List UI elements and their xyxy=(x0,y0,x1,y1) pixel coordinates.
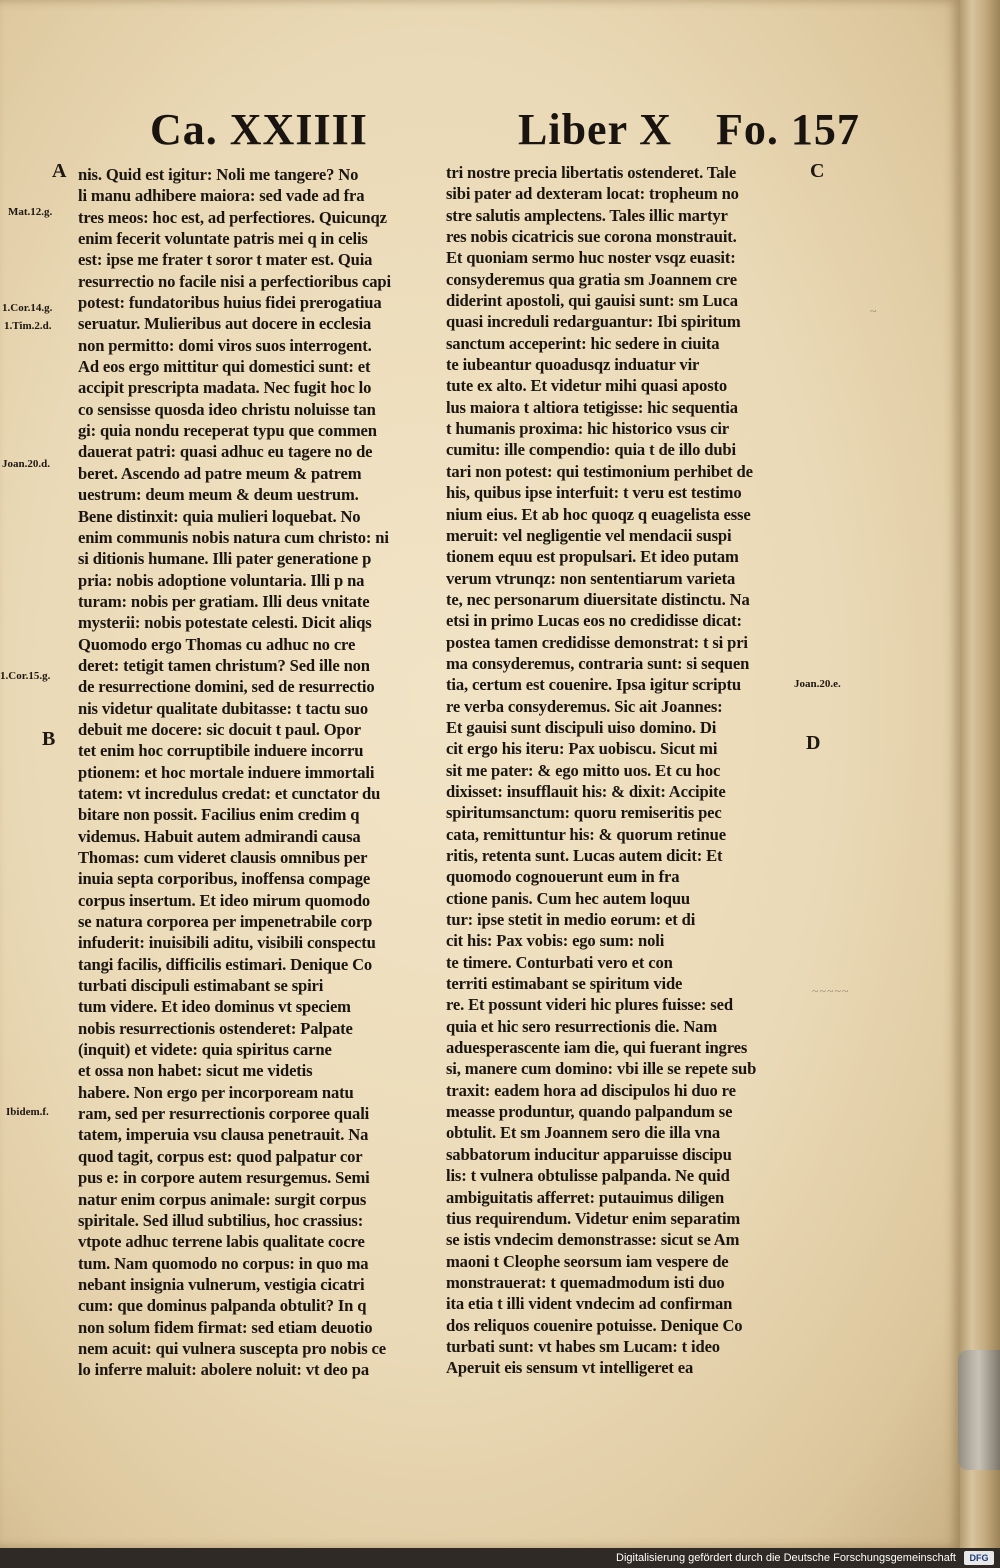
text-line: territi estimabant se spiritum vide xyxy=(446,974,683,994)
text-line: beret. Ascendo ad patre meum & patrem xyxy=(78,463,362,483)
text-line: lo inferre maluit: abolere noluit: vt deo pa xyxy=(78,1360,369,1380)
marginal-note-cor2: 1.Cor.15.g. xyxy=(0,670,51,682)
text-line: diderint apostoli, qui gauisi sunt: sm Luca xyxy=(446,291,738,311)
text-line: tari non potest: qui testimonium perhibet de xyxy=(446,461,753,481)
text-line: maoni t Cleophe seorsum iam vespere de xyxy=(446,1251,729,1271)
text-line: re. Et possunt videri hic plures fuisse: sed xyxy=(446,995,733,1015)
text-line: postea tamen credidisse demonstrat: t si pri xyxy=(446,632,748,652)
text-line: resurrectio no facile nisi a perfectioribus capi xyxy=(78,271,391,291)
text-line: gi: quia nondu receperat typu que commen xyxy=(78,421,377,441)
text-line: lus maiora t altiora tetigisse: hic sequentia xyxy=(446,397,738,417)
text-line: enim communis nobis natura cum christo: ni xyxy=(78,527,389,547)
text-line: nis. Quid est igitur: Noli me tangere? No xyxy=(78,165,359,184)
text-line: seruatur. Mulieribus aut docere in ecclesia xyxy=(78,314,372,334)
text-line: sanctum acceperint: hic sedere in ciuita xyxy=(446,333,720,353)
text-line: ambiguitatis afferret: putauimus diligen xyxy=(446,1187,725,1207)
section-letter-d: D xyxy=(806,732,821,754)
text-line: videmus. Habuit autem admirandi causa xyxy=(78,826,361,846)
text-line: ma consyderemus, contraria sunt: si sequen xyxy=(446,653,750,673)
text-line: tius requirendum. Videtur enim separatim xyxy=(446,1208,741,1228)
text-line: cata, remittuntur his: & quorum retinue xyxy=(446,824,726,844)
text-line: mysterii: nobis potestate celesti. Dicit aliqs xyxy=(78,613,372,633)
text-line: (inquit) et videte: quia spiritus carne xyxy=(78,1040,332,1060)
text-line: cit ergo his iteru: Pax uobiscu. Sicut mi xyxy=(446,739,718,759)
marginal-note-joan-right: Joan.20.e. xyxy=(794,678,841,690)
marginal-note-mat: Mat.12.g. xyxy=(8,206,53,218)
text-line: Et gauisi sunt discipuli uiso domino. Di xyxy=(446,717,717,737)
text-line: nem acuit: qui vulnera suscepta pro nobis ce xyxy=(78,1338,386,1358)
funding-credit: Digitalisierung gefördert durch die Deutsche Forschungsgemeinschaft xyxy=(616,1552,956,1564)
text-line: lis: t vulnera obtulisse palpanda. Ne quid xyxy=(446,1166,730,1186)
text-line: tum videre. Et ideo dominus vt speciem xyxy=(78,997,351,1017)
text-line: est: ipse me frater t soror t mater est. Quia xyxy=(78,250,373,270)
text-line: Thomas: cum videret clausis omnibus per xyxy=(78,848,368,867)
pencil-mark: ~ xyxy=(870,304,877,318)
text-line: accipit prescripta madata. Nec fugit hoc lo xyxy=(78,378,372,398)
text-line: res nobis cicatricis sue corona monstrauit. xyxy=(446,227,737,247)
text-line: quia et hic sero resurrectionis die. Nam xyxy=(446,1016,717,1036)
text-line: bitare non possit. Facilius enim credim q xyxy=(78,805,360,825)
text-line: si ditionis humane. Illi pater generatione p xyxy=(78,549,372,569)
text-line: ritis, retenta sunt. Lucas autem dicit: Et xyxy=(446,846,723,865)
text-line: sibi pater ad dexteram locat: tropheum no xyxy=(446,184,739,204)
text-line: turbati discipuli estimabant se spiri xyxy=(78,976,324,996)
text-line: dos reliquos couenire potuisse. Denique Co xyxy=(446,1315,743,1335)
pencil-scribble: ~~~~~ xyxy=(812,984,850,998)
text-line: ctione panis. Cum hec autem loquu xyxy=(446,888,690,908)
text-line: quod tagit, corpus est: quod palpatur cor xyxy=(78,1146,363,1166)
left-text-column xyxy=(78,164,428,1381)
text-line: uestrum: deum meum & deum uestrum. xyxy=(78,485,359,505)
text-line: nobis resurrectionis ostenderet: Palpate xyxy=(78,1018,353,1038)
text-line: tia, certum est couenire. Ipsa igitur scriptu xyxy=(446,675,741,695)
text-line: verum vtrunqz: non sententiarum varieta xyxy=(446,568,736,588)
text-line: turam: nobis per gratiam. Illi deus vnitate xyxy=(78,591,370,611)
text-line: spiritumsanctum: quoru remiseritis pec xyxy=(446,803,722,823)
text-line: dixisset: insufflauit his: & dixit: Accipite xyxy=(446,781,726,801)
text-line: inuia septa corporibus, inoffensa compage xyxy=(78,869,371,889)
text-line: enim fecerit voluntate patris mei q in celis xyxy=(78,229,368,249)
text-line: re verba consyderemus. Sic ait Joannes: xyxy=(446,696,723,716)
text-line: t humanis proxima: hic historico vsus cir xyxy=(446,419,730,439)
text-line: etsi in primo Lucas eos no credidisse dicat: xyxy=(446,611,742,631)
text-line: habere. Non ergo per incorpoream natu xyxy=(78,1082,354,1102)
text-line: li manu adhibere maiora: sed vade ad fra xyxy=(78,186,365,206)
text-line: co sensisse quosda ideo christu noluisse tan xyxy=(78,399,376,419)
text-line: traxit: eadem hora ad discipulos hi duo re xyxy=(446,1080,736,1100)
text-line: obtulit. Et sm Joannem sero die illa vna xyxy=(446,1123,720,1143)
text-line: dauerat patri: quasi adhuc eu tagere no de xyxy=(78,442,373,462)
text-line: tum. Nam quomodo no corpus: in quo ma xyxy=(78,1253,369,1273)
text-line: his, quibus ipse interfuit: t veru est testimo xyxy=(446,483,742,503)
text-line: nium eius. Et ab hoc quoqz q euagelista esse xyxy=(446,504,751,524)
text-line: corpus insertum. Et ideo mirum quomodo xyxy=(78,890,371,910)
text-line: Quomodo ergo Thomas cu adhuc no cre xyxy=(78,634,356,654)
text-line: debuit me docere: sic docuit t paul. Opor xyxy=(78,719,362,739)
text-line: Bene distinxit: quia mulieri loquebat. No xyxy=(78,506,361,526)
text-line: natur enim corpus animale: surgit corpus xyxy=(78,1189,367,1209)
text-line: se istis vndecim demonstrasse: sicut se Am xyxy=(446,1230,740,1250)
text-line: ptionem: et hoc mortale induere immortali xyxy=(78,762,375,782)
text-line: nis videtur qualitate dubitasse: t tactu suo xyxy=(78,698,368,718)
text-line: spiritale. Sed illud subtilius, hoc crassius: xyxy=(78,1210,364,1230)
text-line: tri nostre precia libertatis ostenderet. Tale xyxy=(446,163,737,182)
dfg-logo: DFG xyxy=(964,1551,994,1565)
text-line: consyderemus qua gratia sm Joannem cre xyxy=(446,269,737,289)
text-line: infuderit: inuisibili aditu, visibili conspectu xyxy=(78,933,376,953)
text-line: de resurrectione domini, sed de resurrectio xyxy=(78,677,375,697)
text-line: meruit: vel negligentie vel mendacii suspi xyxy=(446,525,732,545)
text-line: stre salutis amplectens. Tales illic martyr xyxy=(446,205,728,225)
text-line: tangi facilis, difficilis estimari. Denique Co xyxy=(78,954,373,974)
section-letter-b: B xyxy=(42,728,56,750)
text-line: pus e: in corpore autem resurgemus. Semi xyxy=(78,1168,370,1188)
text-line: nebant insignia vulnerum, vestigia cicatri xyxy=(78,1274,365,1294)
text-line: cumitu: ille compendio: quia t de illo dubi xyxy=(446,440,736,460)
text-line: te iubeantur quoadusqz induatur vir xyxy=(446,355,700,375)
folio-number: Fo. 157 xyxy=(716,105,860,154)
book-heading: Liber X xyxy=(518,105,673,154)
text-line: tatem: vt incredulus credat: et cunctator du xyxy=(78,783,381,803)
text-line: tur: ipse stetit in medio eorum: et di xyxy=(446,910,696,930)
text-line: te timere. Conturbati vero et con xyxy=(446,952,673,972)
text-line: tres meos: hoc est, ad perfectiores. Quicunqz xyxy=(78,207,387,227)
text-line: quasi increduli redarguantur: Ibi spiritum xyxy=(446,312,741,332)
text-line: te, nec personarum diuersitate distinctu. Na xyxy=(446,589,750,609)
text-line: turbati sunt: vt habes sm Lucam: t ideo xyxy=(446,1336,720,1356)
text-line: Aperuit eis sensum vt intelligeret ea xyxy=(446,1358,694,1378)
text-line: cum: que dominus palpanda obtulit? In q xyxy=(78,1296,367,1316)
text-line: ram, sed per resurrectionis corporee quali xyxy=(78,1104,370,1124)
text-line: sabbatorum inducitur apparuisse discipu xyxy=(446,1144,732,1164)
text-line: deret: tetigit tamen christum? Sed ille non xyxy=(78,655,370,675)
text-line: cit his: Pax vobis: ego sum: noli xyxy=(446,931,665,951)
text-line: non solum fidem firmat: sed etiam deuotio xyxy=(78,1317,373,1337)
page-edge xyxy=(960,0,1000,1548)
text-line: pria: nobis adoptione voluntaria. Illi p na xyxy=(78,570,365,590)
marginal-note-cor1: 1.Cor.14.g. xyxy=(2,302,53,314)
text-line: vtpote adhuc terrene labis qualitate cocre xyxy=(78,1232,365,1252)
text-line: tute ex alto. Et videtur mihi quasi aposto xyxy=(446,376,728,396)
text-line: measse produntur, quando palpandum se xyxy=(446,1102,733,1122)
text-line: et ossa non habet: sicut me videtis xyxy=(78,1061,313,1081)
text-line: monstrauerat: t quemadmodum isti duo xyxy=(446,1272,725,1292)
section-letter-c: C xyxy=(810,160,825,182)
text-line: aduesperascente iam die, qui fuerant ingres xyxy=(446,1038,748,1058)
text-line: si, manere cum domino: vbi ille se repete sub xyxy=(446,1059,757,1079)
right-text-column xyxy=(446,162,798,1379)
section-letter-a: A xyxy=(52,160,67,182)
binding-clip xyxy=(958,1350,1000,1470)
text-line: se natura corporea per impenetrabile corp xyxy=(78,912,373,932)
text-line: Et quoniam sermo huc noster vsqz euasit: xyxy=(446,248,736,268)
text-line: Ad eos ergo mittitur qui domestici sunt: et xyxy=(78,357,371,377)
marginal-note-ibidem: Ibidem.f. xyxy=(6,1106,49,1118)
marginal-note-joan-left: Joan.20.d. xyxy=(2,458,50,470)
text-line: tatem, imperuia vsu clausa penetrauit. Na xyxy=(78,1125,369,1145)
text-line: ita etia t illi vident vndecim ad confirman xyxy=(446,1294,733,1314)
text-line: quomodo cognouerunt eum in fra xyxy=(446,867,680,887)
marginal-note-tim: 1.Tim.2.d. xyxy=(4,320,52,332)
chapter-heading: Ca. XXIIII xyxy=(150,105,368,154)
text-line: tionem equu est propulsari. Et ideo putam xyxy=(446,547,739,567)
text-line: sit me pater: & ego mitto uos. Et cu hoc xyxy=(446,760,721,780)
text-line: non permitto: domi viros suos interrogent. xyxy=(78,335,372,355)
text-line: tet enim hoc corruptibile induere incorru xyxy=(78,741,364,761)
footer-bar xyxy=(0,1548,1000,1568)
text-line: potest: fundatoribus huius fidei prerogatiua xyxy=(78,293,382,313)
